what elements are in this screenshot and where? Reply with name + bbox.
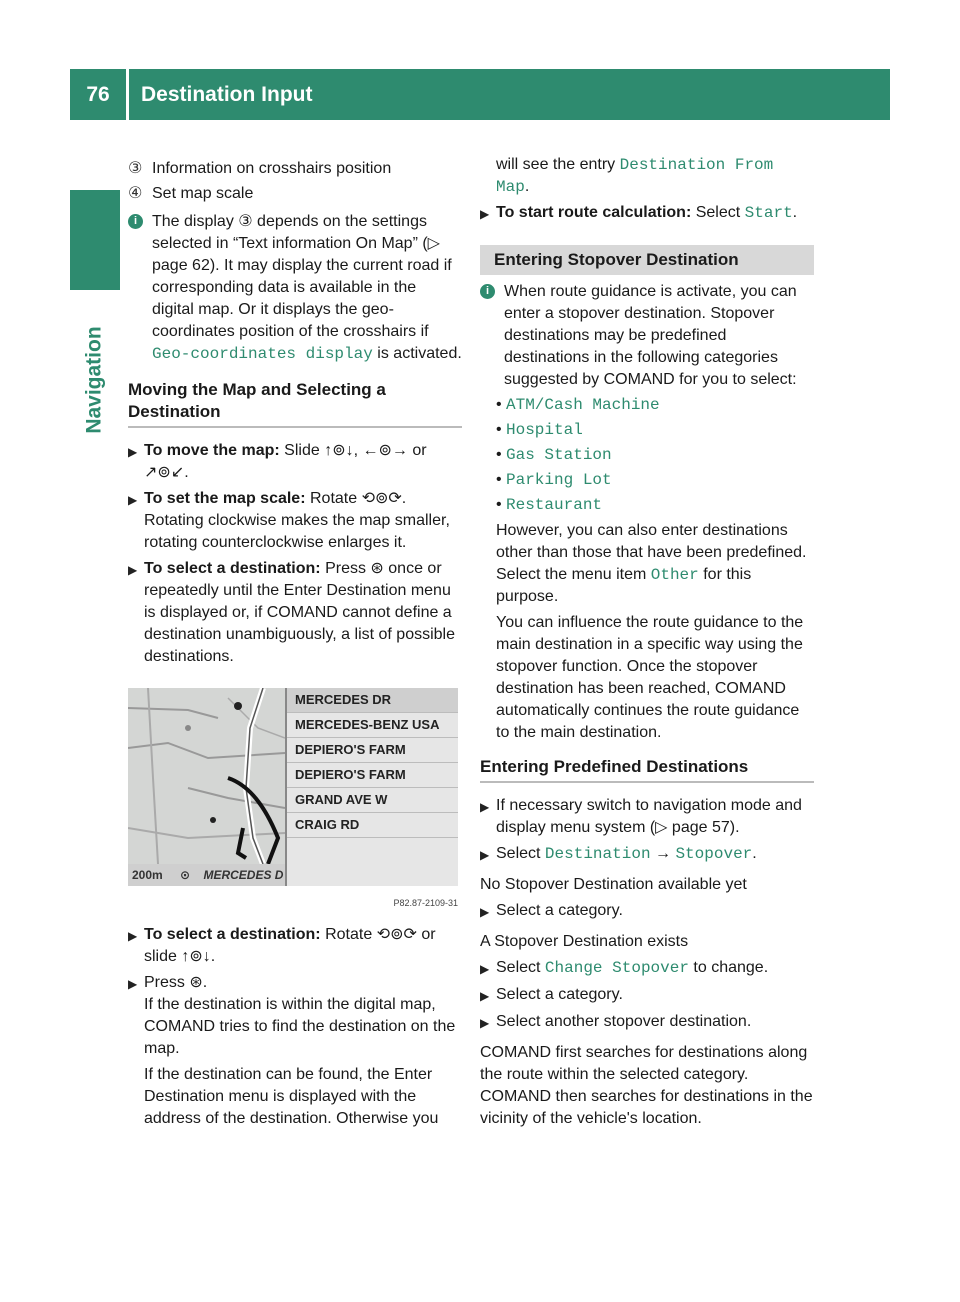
- callout-3-icon: ③: [128, 160, 143, 177]
- other-code: Other: [650, 566, 699, 584]
- step: [480, 1011, 814, 1034]
- category-label: Parking Lot: [506, 471, 612, 489]
- step-text: Select: [496, 845, 541, 862]
- list-item-text: Set map scale: [152, 185, 254, 202]
- destination-list-item[interactable]: DEPIERO'S FARM: [287, 763, 458, 788]
- step-title: To start route calculation:: [496, 204, 692, 221]
- destination-list: [285, 688, 458, 886]
- step-text: Press ⊛ once or repeatedly until the Enter Destination menu is displayed or, if COMAND cannot define a destination unambiguously, a list of possible destinations.: [144, 560, 455, 665]
- category-label: Gas Station: [506, 446, 612, 464]
- step-arrow-icon: ▶: [480, 1016, 490, 1030]
- step: [128, 488, 462, 554]
- step-text: Press ⊛.: [144, 974, 208, 991]
- map-image: [128, 688, 458, 886]
- list-item-text: Information on crosshairs position: [152, 160, 392, 177]
- however-text-end: for this purpose.: [496, 566, 752, 605]
- change-stopover-code: Change Stopover: [544, 959, 689, 977]
- start-code: Start: [744, 204, 793, 222]
- step-paragraph: If the destination can be found, the Enter Destination menu is displayed with the address of the destination. Otherwise you: [144, 1066, 439, 1127]
- step-text-end: .: [792, 204, 798, 221]
- bullet-icon: •: [496, 421, 502, 438]
- step-text: Select a category.: [496, 902, 623, 919]
- category-item: [496, 469, 814, 491]
- step-text-end: .: [752, 845, 757, 862]
- page-number: 76: [86, 82, 110, 106]
- step-text: Select: [695, 204, 741, 221]
- step-paragraph: If the destination is within the digital map, COMAND tries to find the destination on the map.: [144, 996, 456, 1057]
- destination-list-item[interactable]: MERCEDES-BENZ USA: [287, 713, 458, 738]
- info-note: [128, 211, 462, 365]
- page-title: Destination Input: [141, 82, 313, 106]
- section-title-bar: Entering Stopover Destination: [480, 245, 814, 275]
- destination-list-item[interactable]: CRAIG RD: [287, 813, 458, 838]
- destination-code: Destination: [544, 845, 651, 863]
- influence-paragraph: You can influence the route guidance to the main destination in a specific way using the stopover function. Once the stopover destination has been reached, COMAND automatically continues the route guidance to the main destination.: [496, 614, 804, 741]
- stopover-code: Stopover: [675, 845, 753, 863]
- category-item: [496, 444, 814, 466]
- list-item: [128, 158, 462, 180]
- right-column: [480, 154, 814, 1130]
- condition-text: A Stopover Destination exists: [480, 933, 689, 950]
- continued-text-end: .: [524, 178, 530, 195]
- info-note: [480, 281, 814, 391]
- sidebar-label-text: Navigation: [83, 326, 107, 434]
- step: [480, 900, 814, 923]
- step: [480, 984, 814, 1007]
- section-heading: Moving the Map and Selecting a Destination: [128, 379, 462, 428]
- however-text: However, you can also enter destinations other than those that have been predefined. Select the menu item: [496, 522, 807, 583]
- step-arrow-icon: ▶: [480, 989, 490, 1003]
- continued-text: [480, 154, 814, 198]
- category-label: Hospital: [506, 421, 583, 439]
- step: [480, 957, 814, 980]
- category-item: [496, 494, 814, 516]
- category-label: Restaurant: [506, 496, 603, 514]
- step: [480, 843, 814, 866]
- step-arrow-icon: ▶: [480, 800, 490, 814]
- callout-4-icon: ④: [128, 185, 143, 202]
- step-arrow-icon: ▶: [128, 445, 138, 459]
- category-item: [496, 394, 814, 416]
- info-text-end: is activated.: [377, 345, 462, 362]
- map-status-bar: [128, 864, 285, 886]
- bullet-icon: •: [496, 471, 502, 488]
- final-paragraph: COMAND first searches for destinations along the route within the selected category. COMAND then searches for destinations in the vicinity of the vehicle's location.: [480, 1044, 813, 1127]
- step-arrow-icon: ▶: [128, 929, 138, 943]
- step-arrow-icon: ▶: [128, 563, 138, 577]
- bullet-icon: •: [496, 496, 502, 513]
- destination-list-item[interactable]: DEPIERO'S FARM: [287, 738, 458, 763]
- map-roads-graphic: [128, 688, 285, 864]
- section-heading: Entering Predefined Destinations: [480, 756, 814, 783]
- destination-list-item[interactable]: MERCEDES DR: [287, 688, 458, 713]
- step-text: If necessary switch to navigation mode and display menu system (▷ page 57).: [496, 797, 802, 836]
- step-text-end: to change.: [693, 959, 769, 976]
- left-column: [128, 158, 462, 1130]
- step-text: Slide ↑⊚↓, ←⊚→ or ↗⊚↙.: [144, 442, 427, 481]
- step-arrow-icon: ▶: [480, 848, 490, 862]
- sidebar-label: [70, 300, 120, 460]
- category-label: ATM/Cash Machine: [506, 396, 660, 414]
- step-text: Select a category.: [496, 986, 623, 1003]
- step: [128, 558, 462, 668]
- condition-text: No Stopover Destination available yet: [480, 876, 747, 893]
- page-header: [70, 69, 890, 120]
- destination-from-map-code: Destination From Map: [496, 156, 774, 196]
- info-text: When route guidance is activate, you can enter a stopover destination. Stopover destinations may be predefined destinations in the following categories suggested by COMAND for you to select:: [504, 283, 797, 388]
- step-title: To set the map scale:: [144, 490, 306, 507]
- continued-text-start: will see the entry: [496, 156, 616, 173]
- step: [480, 795, 814, 839]
- step-text: Rotate ⟲⊚⟳. Rotating clockwise makes the map smaller, rotating counterclockwise enlarges it.: [144, 490, 450, 551]
- info-icon: i: [128, 214, 143, 229]
- step: [128, 972, 462, 1130]
- map-road-name: MERCEDES D: [203, 868, 284, 882]
- step: [480, 202, 814, 225]
- step-title: To move the map:: [144, 442, 280, 459]
- step-arrow-icon: ▶: [128, 977, 138, 991]
- step-arrow-icon: ▶: [128, 493, 138, 507]
- geo-coordinates-code: Geo-coordinates display: [152, 345, 373, 363]
- step-arrow-icon: ▶: [480, 905, 490, 919]
- step-title: To select a destination:: [144, 560, 321, 577]
- step-title: To select a destination:: [144, 926, 321, 943]
- category-item: [496, 419, 814, 441]
- compass-icon: ⊙: [180, 868, 191, 882]
- destination-list-item[interactable]: GRAND AVE W: [287, 788, 458, 813]
- list-item: [128, 183, 462, 205]
- step-text: Rotate ⟲⊚⟳ or slide ↑⊚↓.: [144, 926, 436, 965]
- map-scale: 200m: [132, 868, 163, 882]
- step: [128, 440, 462, 484]
- bullet-icon: •: [496, 396, 502, 413]
- step-arrow-icon: ▶: [480, 207, 490, 221]
- info-icon: i: [480, 284, 495, 299]
- step-arrow-icon: ▶: [480, 962, 490, 976]
- step-text: Select: [496, 959, 541, 976]
- menu-arrow-icon: →: [655, 845, 671, 862]
- map-screenshot: [128, 688, 458, 914]
- bullet-icon: •: [496, 446, 502, 463]
- info-text: The display ③ depends on the settings selected in “Text information On Map” (▷ page 62). It may display the current road if corresponding data is available in the digital map. Or it displays the geo-coordinates position of the crosshairs if: [152, 213, 452, 340]
- step: [128, 924, 462, 968]
- sidebar-color-block: [70, 190, 120, 290]
- image-reference: P82.87-2109-31: [393, 898, 458, 908]
- step-text: Select another stopover destination.: [496, 1013, 752, 1030]
- however-paragraph: [480, 520, 814, 608]
